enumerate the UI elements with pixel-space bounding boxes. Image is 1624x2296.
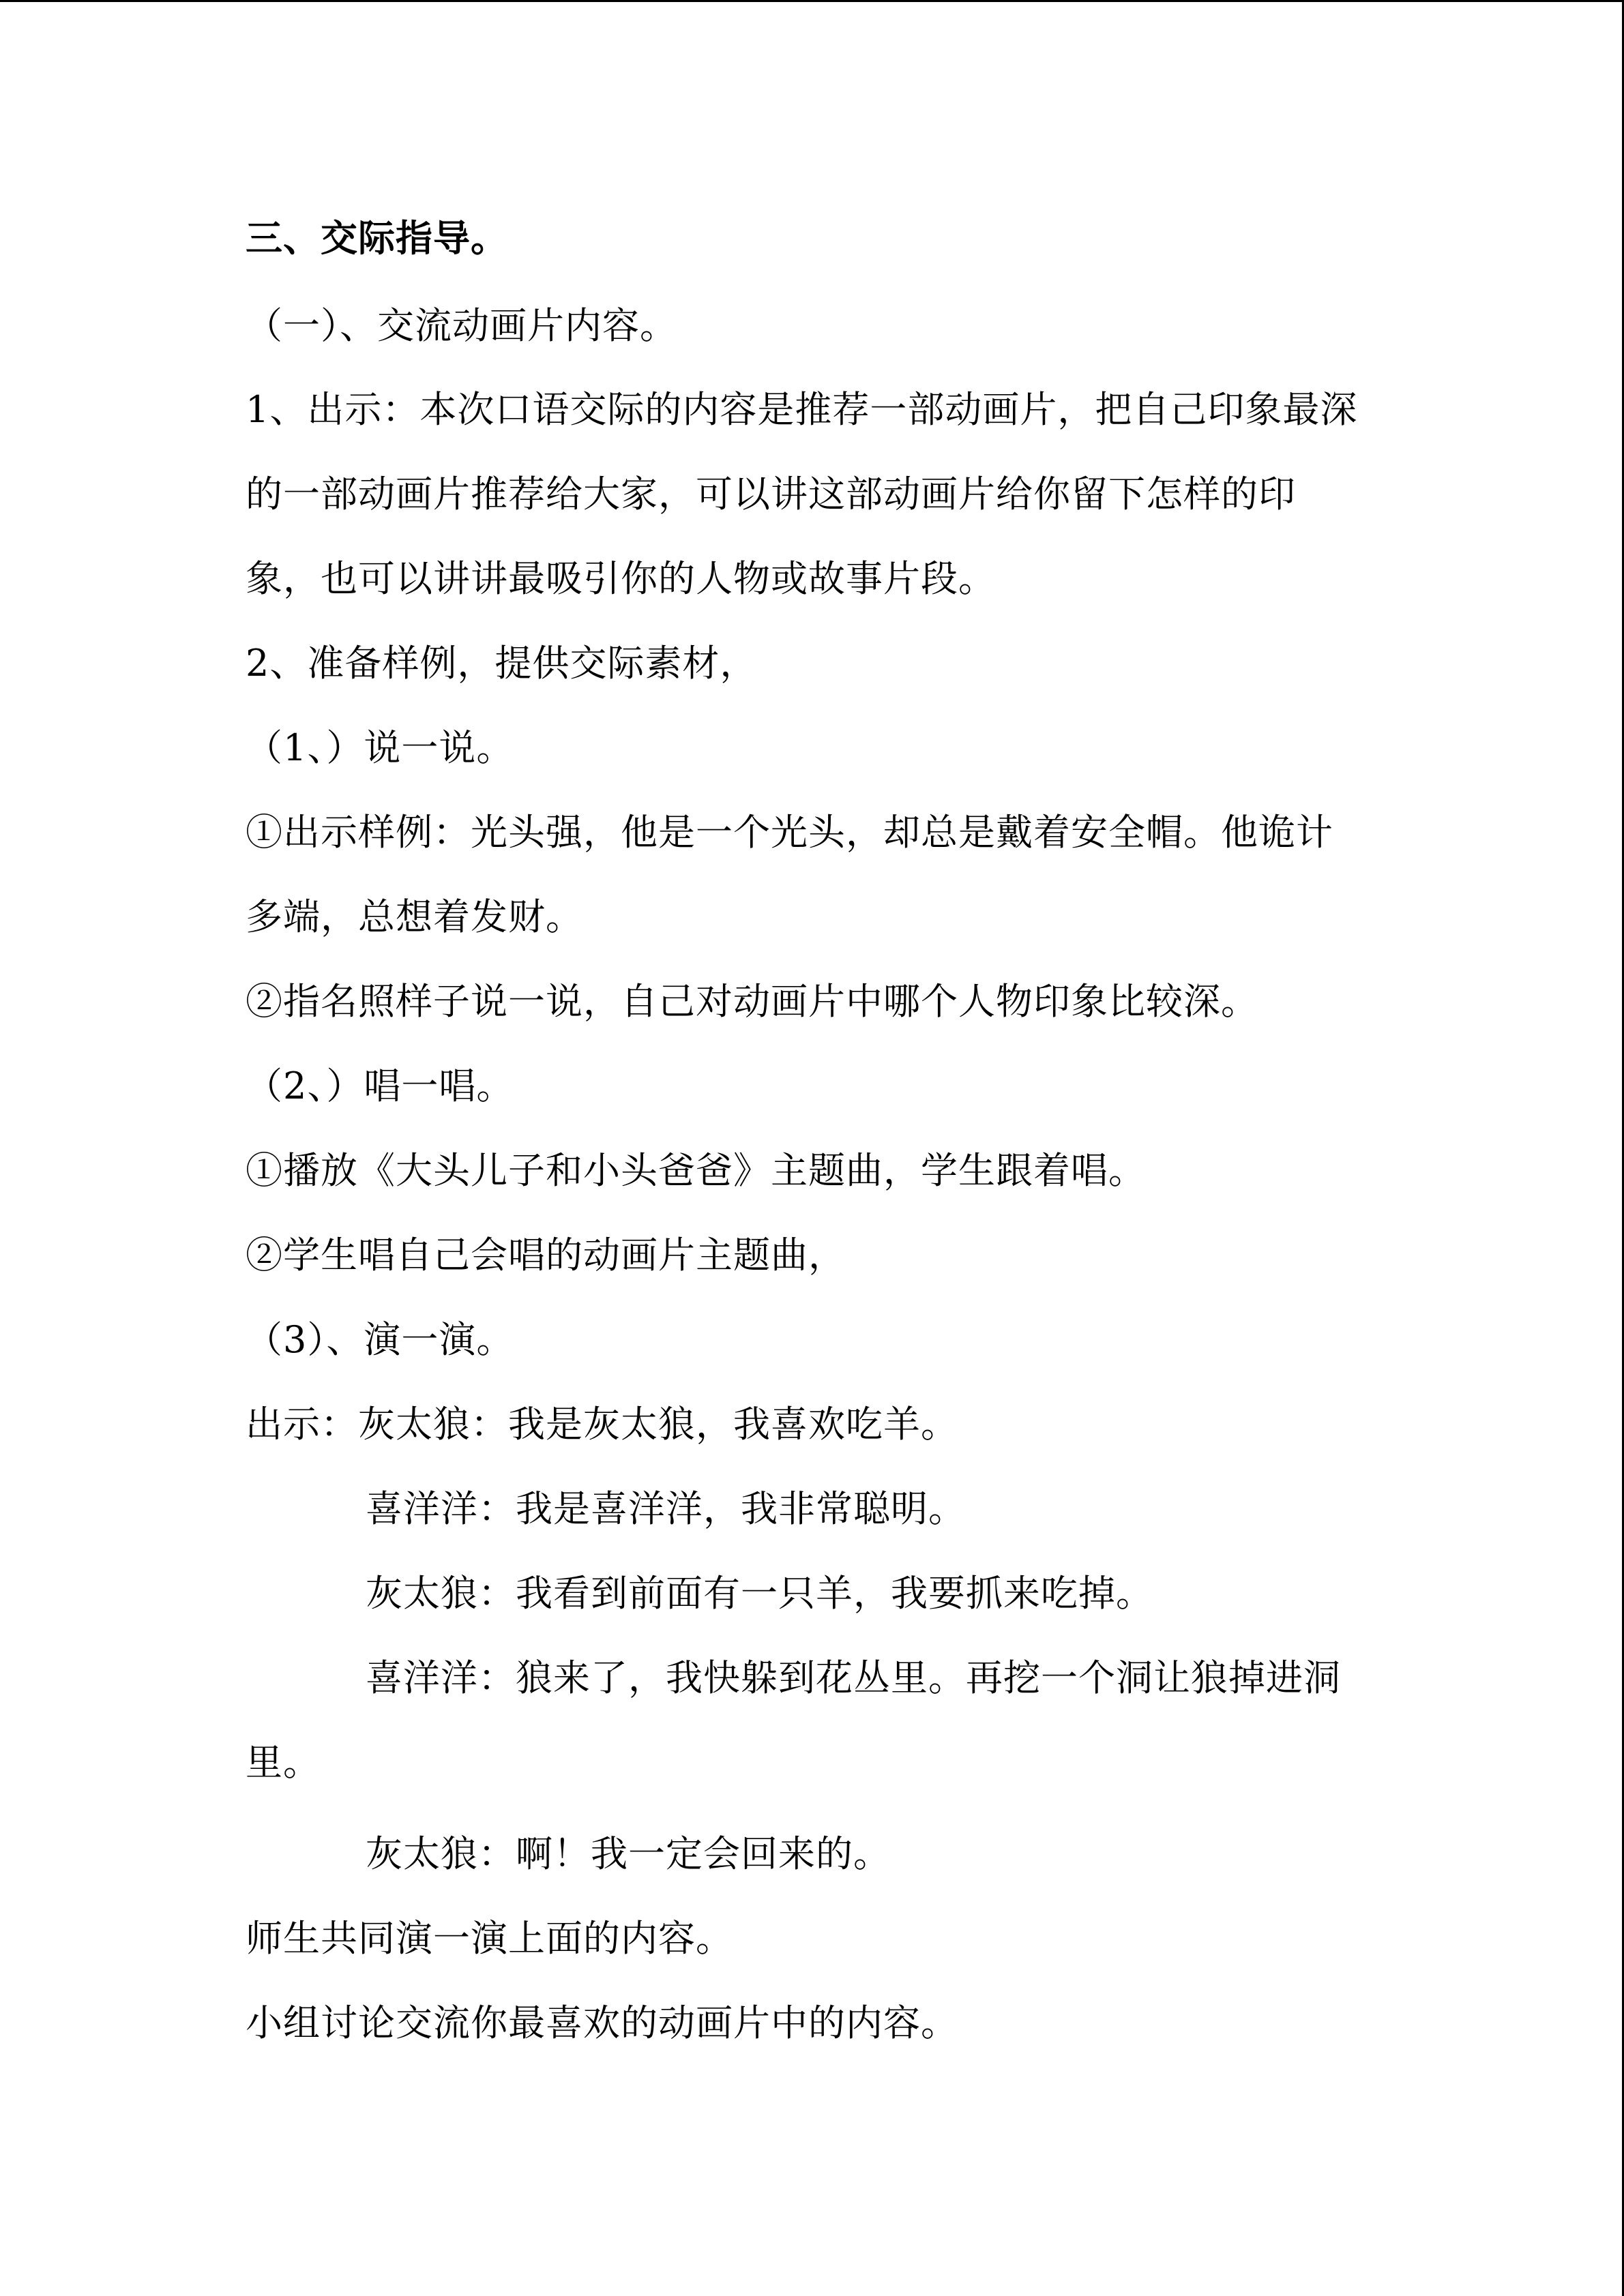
paragraph-line: ②指名照样子说一说，自己对动画片中哪个人物印象比较深。 [246,980,1258,1023]
paragraph-line: 多端，总想着发财。 [246,895,583,938]
paragraph-line: 1、出示：本次口语交际的内容是推荐一部动画片，把自己印象最深 [246,388,1358,431]
paragraph-line: ①播放《大头儿子和小头爸爸》主题曲，学生跟着唱。 [246,1149,1146,1192]
dialogue-line: 喜洋洋：狼来了，我快躲到花丛里。再挖一个洞让狼掉进洞 [366,1656,1341,1699]
subsection-title: （3）、演一演。 [246,1318,514,1361]
dialogue-line: 喜洋洋：我是喜洋洋，我非常聪明。 [366,1487,966,1530]
document-page [246,0,1378,2296]
paragraph-line: 2、准备样例，提供交际素材， [246,642,758,685]
paragraph-line: 小组讨论交流你最喜欢的动画片中的内容。 [246,2001,958,2044]
subsection-title: （2、）唱一唱。 [246,1064,514,1107]
paragraph-line: ①出示样例：光头强，他是一个光头，却总是戴着安全帽。他诡计 [246,811,1333,854]
paragraph-line: 师生共同演一演上面的内容。 [246,1917,733,1960]
dialogue-line: 灰太狼：我看到前面有一只羊，我要抓来吃掉。 [366,1572,1153,1615]
dialogue-line: 灰太狼：啊！我一定会回来的。 [366,1832,891,1875]
dialogue-line: 里。 [246,1741,321,1784]
paragraph-line: 的一部动画片推荐给大家，可以讲这部动画片给你留下怎样的印 [246,473,1296,516]
section-heading: 三、交际指导。 [246,217,508,260]
paragraph-line: ②学生唱自己会唱的动画片主题曲， [246,1234,846,1277]
paragraph-line: 象，也可以讲讲最吸引你的人物或故事片段。 [246,557,996,600]
subsection-title: （一）、交流动画片内容。 [246,304,677,347]
subsection-title: （1、）说一说。 [246,726,514,769]
dialogue-line: 出示：灰太狼：我是灰太狼，我喜欢吃羊。 [246,1403,958,1446]
